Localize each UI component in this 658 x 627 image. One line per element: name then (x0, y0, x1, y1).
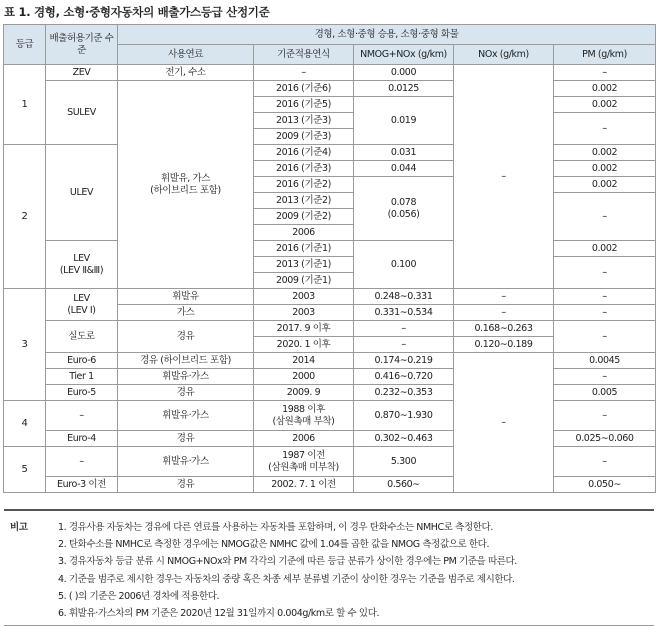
year-cell: 2016 (기준1) (254, 241, 354, 257)
nmog-cell: 0.232∼0.353 (354, 385, 454, 401)
year-cell: 2009 (기준2) (254, 209, 354, 225)
year-cell: 2006 (254, 225, 354, 241)
header-level: 배출허용기준 수준 (46, 25, 118, 65)
fuel-cell: 경유 (하이브리드 포함) (118, 353, 254, 369)
header-model-year: 기준적용연식 (254, 45, 354, 65)
fuel-line: (하이브리드 포함) (150, 184, 221, 196)
level-cell (46, 241, 118, 289)
nox-cell: 0.120∼0.189 (454, 337, 554, 353)
nmog-cell: 0.416∼0.720 (354, 369, 454, 385)
level-cell (46, 289, 118, 321)
notes-label: 비고 (10, 522, 28, 533)
header-nox: NOx (g/km) (454, 45, 554, 65)
year-cell: 2009 (기준1) (254, 273, 354, 289)
fuel-cell: 경유 (118, 321, 254, 353)
pm-cell: 0.050∼ (554, 477, 656, 493)
year-cell: 2014 (254, 353, 354, 369)
header-grade: 등급 (4, 25, 46, 65)
pm-cell: 0.002 (554, 177, 656, 193)
year-line: 1987 이전 (282, 450, 325, 462)
pm-cell: – (554, 65, 656, 81)
pm-cell: 0.025∼0.060 (554, 431, 656, 447)
pm-cell: – (554, 305, 656, 321)
year-cell: 2003 (254, 289, 354, 305)
pm-cell: – (554, 193, 656, 241)
year-cell: 2013 (기준2) (254, 193, 354, 209)
nmog-cell: 0.019 (354, 97, 454, 145)
pm-cell: 0.002 (554, 97, 656, 113)
level-cell: – (46, 447, 118, 477)
pm-cell: 0.0045 (554, 353, 656, 369)
year-cell: 2016 (기준6) (254, 81, 354, 97)
level-cell: ZEV (46, 65, 118, 81)
year-cell: 2016 (기준3) (254, 161, 354, 177)
level-cell: – (46, 401, 118, 431)
grade-cell: 3 (4, 289, 46, 401)
header-vehicle-group: 경형, 소형·중형 승용, 소형·중형 화물 (118, 25, 656, 45)
nox-cell: – (454, 353, 554, 493)
nox-cell: – (454, 289, 554, 305)
nmog-cell: 0.0125 (354, 81, 454, 97)
level-cell: Euro-5 (46, 385, 118, 401)
level-cell: ULEV (46, 145, 118, 241)
year-cell: 2013 (기준1) (254, 257, 354, 273)
year-cell: 2017. 9 이후 (254, 321, 354, 337)
pm-cell: 0.005 (554, 385, 656, 401)
fuel-cell: 휘발유·가스 (118, 401, 254, 431)
nmog-cell: 0.174∼0.219 (354, 353, 454, 369)
nmog-cell: 0.870∼1.930 (354, 401, 454, 431)
note-item: 6. 휘발유·가스차의 PM 기준은 2020년 12월 31일까지 0.004g/km로 할 수 있다. (58, 607, 380, 619)
header-pm: PM (g/km) (554, 45, 656, 65)
pm-cell: – (554, 289, 656, 305)
year-cell: 2009 (기준3) (254, 129, 354, 145)
fuel-cell: 휘발유·가스 (118, 369, 254, 385)
note-item: 5. ( )의 기준은 2006년 경차에 적용한다. (58, 590, 220, 602)
header-nmog: NMOG+NOx (g/km) (354, 45, 454, 65)
nmog-cell: 0.302∼0.463 (354, 431, 454, 447)
note-item: 1. 경유사용 자동차는 경유에 다른 연료를 사용하는 자동차를 포함하며, 이 경우 탄화수소는 NMHC로 측정한다. (58, 522, 493, 533)
year-cell: 2006 (254, 431, 354, 447)
level-cell: Euro-6 (46, 353, 118, 369)
year-line: (삼원촉매 미부착) (268, 461, 339, 473)
pm-cell: – (554, 401, 656, 431)
level-line: (LEV Ⅱ&Ⅲ) (59, 264, 104, 276)
year-cell: 2016 (기준2) (254, 177, 354, 193)
grade-cell: 4 (4, 401, 46, 447)
nmog-cell: 0.044 (354, 161, 454, 177)
note-item: 4. 기준을 범주로 제시한 경우는 자동차의 중량 혹은 차종 세부 분류별 기준이 상이한 경우는 기준을 범주로 제시한다. (58, 573, 515, 585)
year-cell: 2003 (254, 305, 354, 321)
nmog-cell (354, 177, 454, 241)
fuel-cell: 경유 (118, 477, 254, 493)
level-cell: Tier 1 (46, 369, 118, 385)
year-line: (삼원촉매 부착) (272, 415, 335, 427)
fuel-cell: 휘발유·가스 (118, 447, 254, 477)
year-line: 1988 이후 (282, 404, 325, 416)
nmog-cell: 0.031 (354, 145, 454, 161)
nmog-cell: 5.300 (354, 447, 454, 477)
nmog-line: 0.078 (390, 197, 417, 209)
year-cell: 2016 (기준5) (254, 97, 354, 113)
nmog-cell: – (354, 321, 454, 337)
grade-cell: 2 (4, 145, 46, 289)
level-cell: SULEV (46, 81, 118, 145)
notes-list (58, 519, 517, 622)
pm-cell: 0.002 (554, 145, 656, 161)
year-cell: – (254, 65, 354, 81)
pm-cell: – (554, 369, 656, 385)
level-cell: 실도로 (46, 321, 118, 353)
nmog-cell: 0.560∼ (354, 477, 454, 493)
nmog-cell: 0.000 (354, 65, 454, 81)
nox-cell: – (454, 305, 554, 321)
fuel-cell: 경유 (118, 385, 254, 401)
grade-cell: 1 (4, 65, 46, 145)
pm-cell: – (554, 257, 656, 289)
year-cell: 2020. 1 이후 (254, 337, 354, 353)
fuel-cell: 경유 (118, 431, 254, 447)
nmog-cell: 0.331∼0.534 (354, 305, 454, 321)
header-fuel: 사용연료 (118, 45, 254, 65)
fuel-cell: 가스 (118, 305, 254, 321)
level-line: LEV (73, 253, 90, 265)
pm-cell: 0.002 (554, 241, 656, 257)
nmog-cell: 0.248∼0.331 (354, 289, 454, 305)
year-cell: 2000 (254, 369, 354, 385)
table-title: 표 1. 경형, 소형·중형자동차의 배출가스등급 산정기준 (4, 5, 270, 19)
pm-cell: – (554, 447, 656, 477)
fuel-cell (118, 81, 254, 289)
nox-cell: 0.168∼0.263 (454, 321, 554, 337)
year-cell: 2013 (기준3) (254, 113, 354, 129)
grade-cell: 5 (4, 447, 46, 493)
pm-cell: – (554, 321, 656, 353)
pm-cell: – (554, 113, 656, 145)
year-cell: 2002. 7. 1 이전 (254, 477, 354, 493)
year-cell: 2016 (기준4) (254, 145, 354, 161)
fuel-cell: 휘발유 (118, 289, 254, 305)
nmog-cell: – (354, 337, 454, 353)
level-line: (LEV Ⅰ) (67, 304, 96, 316)
level-line: LEV (73, 293, 90, 305)
year-cell (254, 447, 354, 477)
emission-grade-table (3, 24, 656, 493)
year-cell: 2009. 9 (254, 385, 354, 401)
note-item: 2. 탄화수소를 NMHC로 측정한 경우에는 NMOG값은 NMHC 값에 1.04를 곱한 값을 NMOG 측정값으로 한다. (58, 539, 490, 551)
pm-cell: 0.002 (554, 161, 656, 177)
nox-cell: – (454, 65, 554, 289)
notes-section (4, 509, 654, 626)
level-cell: Euro-3 이전 (46, 477, 118, 493)
nmog-line: (0.056) (387, 208, 420, 220)
fuel-line: 휘발유, 가스 (160, 173, 211, 185)
year-cell (254, 401, 354, 431)
pm-cell: 0.002 (554, 81, 656, 97)
nmog-cell: 0.100 (354, 241, 454, 289)
note-item: 3. 경유자동차 등급 분류 시 NMOG+NOx와 PM 각각의 기준에 따른 등급 분류가 상이한 경우에는 PM 기준을 따른다. (58, 556, 517, 568)
level-cell: Euro-4 (46, 431, 118, 447)
fuel-cell: 전기, 수소 (118, 65, 254, 81)
